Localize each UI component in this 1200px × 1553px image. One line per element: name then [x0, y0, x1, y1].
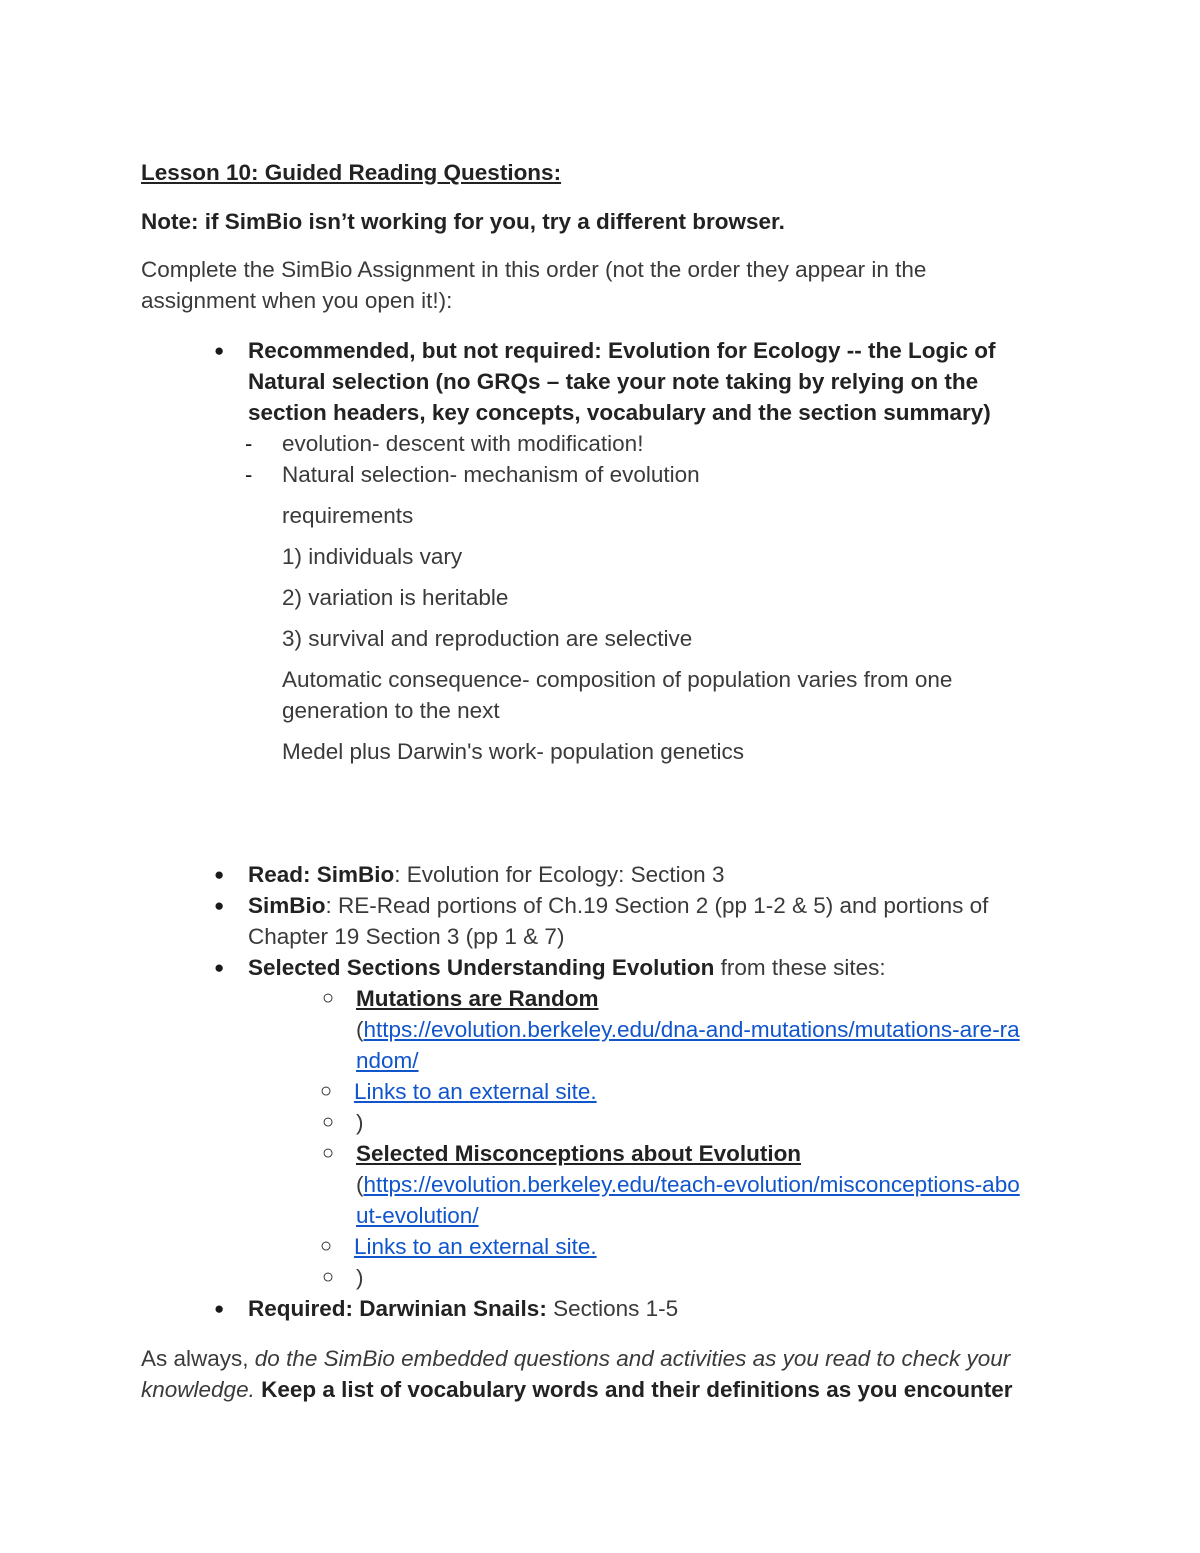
- item2-text: : Evolution for Ecology: Section 3: [394, 862, 725, 887]
- circle-bullet-icon: ○: [322, 1111, 335, 1133]
- item2-bold: Read: SimBio: [248, 862, 395, 887]
- item1-line-1: Recommended, but not required: Evolution for Ecology -- the Logic of: [248, 338, 996, 363]
- item5-bold: Required: Darwinian Snails:: [248, 1296, 547, 1321]
- bullet-icon: ●: [214, 896, 225, 915]
- bullet-icon: ●: [214, 865, 225, 884]
- note-medel: Medel plus Darwin's work- population genetics: [282, 739, 745, 764]
- closing-line-2: [141, 1374, 1013, 1405]
- note-requirements: requirements: [282, 503, 414, 528]
- dash-icon: -: [245, 462, 253, 487]
- bullet-icon: ●: [214, 1299, 225, 1318]
- item4-text: from these sites:: [714, 955, 886, 980]
- closing-bold: Keep a list of vocabulary words and their definitions as you encounter: [254, 1377, 1013, 1402]
- circle-bullet-icon: ○: [320, 1080, 333, 1102]
- misconceptions-url-link[interactable]: https://evolution.berkeley.edu/teach-evolution/misconceptions-abo: [363, 1172, 1020, 1197]
- intro-line-2: assignment when you open it!):: [141, 288, 453, 313]
- note-evolution: evolution- descent with modification!: [282, 431, 644, 456]
- closing-italic-1: do the SimBio embedded questions and activities as you read to check your: [254, 1346, 1011, 1371]
- external-link-2[interactable]: Links to an external site.: [354, 1234, 597, 1259]
- circle-bullet-icon: ○: [320, 1235, 333, 1257]
- item1-line-3: section headers, key concepts, vocabulary and the section summary): [248, 400, 991, 425]
- note-consequence-1: Automatic consequence- composition of population varies from one: [282, 667, 953, 692]
- note-req-2: 2) variation is heritable: [282, 585, 509, 610]
- intro-line-1: Complete the SimBio Assignment in this order (not the order they appear in the: [141, 257, 927, 282]
- misconceptions-url-line-1: [356, 1169, 1020, 1200]
- misconceptions-open-paren: (: [356, 1172, 364, 1197]
- misconceptions-title-link[interactable]: Selected Misconceptions about Evolution: [356, 1141, 802, 1166]
- close-paren-1: ): [356, 1110, 364, 1135]
- circle-bullet-icon: ○: [322, 1266, 335, 1288]
- bullet-icon: ●: [214, 958, 225, 977]
- note-consequence-2: generation to the next: [282, 698, 500, 723]
- circle-bullet-icon: ○: [322, 987, 335, 1009]
- note-natural-selection: Natural selection- mechanism of evolution: [282, 462, 700, 487]
- closing-plain: As always,: [141, 1346, 255, 1371]
- mutations-url-link[interactable]: https://evolution.berkeley.edu/dna-and-mutations/mutations-are-ra: [363, 1017, 1020, 1042]
- item3-line-1: [248, 890, 988, 921]
- item3-line-2: Chapter 19 Section 3 (pp 1 & 7): [248, 924, 565, 949]
- external-link-1[interactable]: Links to an external site.: [354, 1079, 597, 1104]
- item4-bold: Selected Sections Understanding Evolution: [248, 955, 715, 980]
- item2-line: [248, 859, 724, 890]
- note-req-1: 1) individuals vary: [282, 544, 463, 569]
- item4-line: [248, 952, 886, 983]
- closing-line-1: [141, 1343, 1010, 1374]
- circle-bullet-icon: ○: [322, 1142, 335, 1164]
- mutations-url-line-1: [356, 1014, 1020, 1045]
- mutations-title-link[interactable]: Mutations are Random: [356, 986, 599, 1011]
- dash-icon: -: [245, 431, 253, 456]
- closing-italic-2: knowledge.: [141, 1377, 255, 1402]
- item3-bold: SimBio: [248, 893, 326, 918]
- item3-text: : RE-Read portions of Ch.19 Section 2 (pp 1-2 & 5) and portions of: [325, 893, 989, 918]
- item5-line: [248, 1293, 678, 1324]
- item5-text: Sections 1-5: [546, 1296, 679, 1321]
- lesson-title: Lesson 10: Guided Reading Questions:: [141, 160, 562, 185]
- note-req-3: 3) survival and reproduction are selective: [282, 626, 693, 651]
- close-paren-2: ): [356, 1265, 364, 1290]
- mutations-open-paren: (: [356, 1017, 364, 1042]
- mutations-url-line-2[interactable]: ndom/: [356, 1048, 419, 1073]
- browser-note: Note: if SimBio isn’t working for you, try a different browser.: [141, 209, 785, 234]
- item1-line-2: Natural selection (no GRQs – take your note taking by relying on the: [248, 369, 979, 394]
- bullet-icon: ●: [214, 341, 225, 360]
- misconceptions-url-line-2[interactable]: ut-evolution/: [356, 1203, 479, 1228]
